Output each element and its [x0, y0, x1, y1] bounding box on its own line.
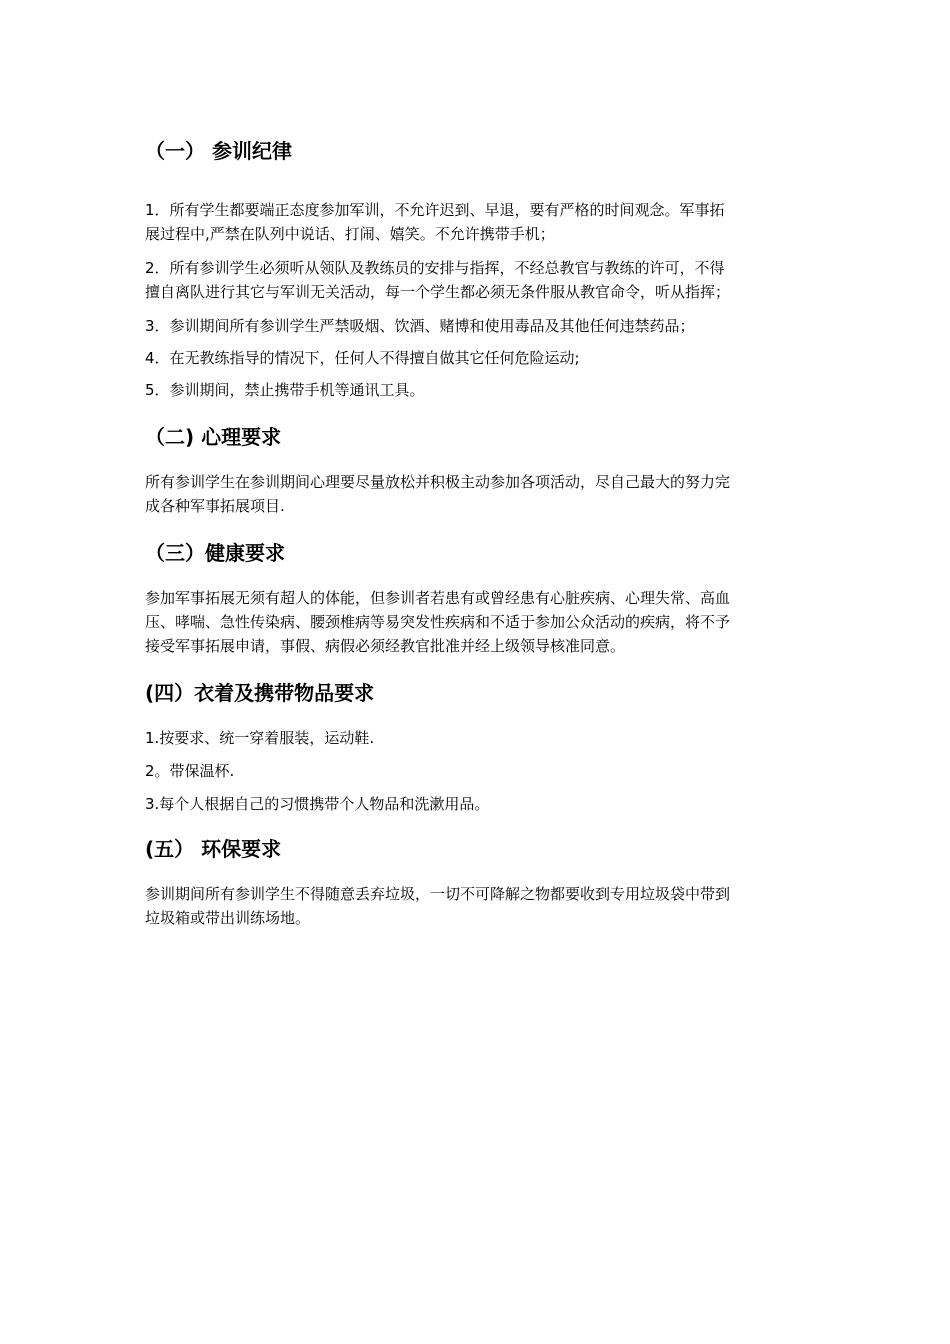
section-environment	[145, 836, 805, 862]
paragraph-line: 参训期间所有参训学生不得随意丢弃垃圾，一切不可降解之物都要收到专用垃圾袋中带到	[145, 885, 731, 903]
section-discipline	[145, 138, 805, 164]
paragraph-line: 垃圾箱或带出训练场地。	[145, 909, 311, 927]
item-line: 擅自离队进行其它与军训无关活动，每一个学生都必须无条件服从教官命令，听从指挥；	[145, 283, 731, 301]
item-line: 3.每个人根据自己的习惯携带个人物品和洗漱用品。	[145, 795, 490, 813]
section-health	[145, 540, 805, 566]
list-item	[145, 378, 805, 402]
section-heading: （一） 参训纪律	[145, 139, 292, 163]
section-heading: (四）衣着及携带物品要求	[145, 681, 375, 705]
section-paragraph	[145, 882, 805, 930]
list-item	[145, 256, 805, 304]
item-line: 5．参训期间，禁止携带手机等通讯工具。	[145, 381, 425, 399]
item-line: 2．所有参训学生必须听从领队及教练员的安排与指挥，不经总教官与教练的许可，不得	[145, 259, 725, 277]
paragraph-line: 所有参训学生在参训期间心理要尽量放松并积极主动参加各项活动，尽自己最大的努力完	[145, 473, 731, 491]
item-line: 3．参训期间所有参训学生严禁吸烟、饮酒、赌博和使用毒品及其他任何违禁药品；	[145, 317, 695, 335]
section-heading: （二) 心理要求	[145, 425, 282, 449]
section-paragraph	[145, 586, 805, 658]
item-line: 展过程中,严禁在队列中说话、打闹、嬉笑。不允许携带手机；	[145, 225, 555, 243]
item-line: 4．在无教练指导的情况下，任何人不得擅自做其它任何危险运动;	[145, 349, 580, 367]
section-paragraph	[145, 470, 805, 518]
paragraph-line: 参加军事拓展无须有超人的体能，但参训者若患有或曾经患有心脏疾病、心理失常、高血	[145, 589, 731, 607]
list-item	[145, 726, 805, 750]
item-line: 2。带保温杯.	[145, 762, 235, 780]
list-item	[145, 198, 805, 246]
section-psychology	[145, 424, 805, 450]
item-line: 1．所有学生都要端正态度参加军训，不允许迟到、早退，要有严格的时间观念。军事拓	[145, 201, 725, 219]
item-line: 1.按要求、统一穿着服装，运动鞋.	[145, 729, 375, 747]
list-item	[145, 792, 805, 816]
section-heading: （三）健康要求	[145, 541, 285, 565]
list-item	[145, 314, 805, 338]
list-item	[145, 346, 805, 370]
paragraph-line: 成各种军事拓展项目.	[145, 497, 285, 515]
section-clothing	[145, 680, 805, 706]
list-item	[145, 759, 805, 783]
section-heading: (五） 环保要求	[145, 837, 282, 861]
paragraph-line: 压、哮喘、急性传染病、腰颈椎病等易突发性疾病和不适于参加公众活动的疾病，将不予	[145, 613, 731, 631]
paragraph-line: 接受军事拓展申请，事假、病假必须经教官批准并经上级领导核准同意。	[145, 637, 626, 655]
